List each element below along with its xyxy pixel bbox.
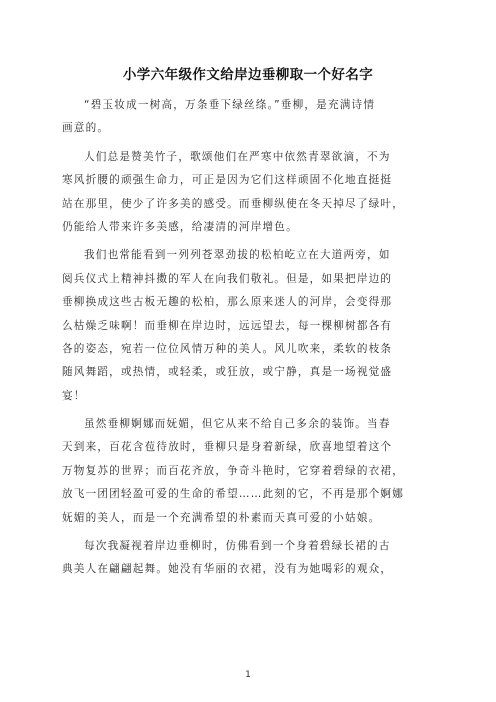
text-line: 寒风折腰的顽强生命力，可正是因为它们这样顽固不化地直挺挺	[62, 174, 393, 187]
paragraph-3	[62, 244, 436, 408]
text-line: 站在那里，使少了许多美的感受。而垂柳纵使在冬天掉尽了绿叶，	[62, 197, 405, 210]
text-line: 垂柳换成这些古板无趣的松柏，那么原来迷人的河岸，会变得那	[62, 296, 393, 309]
text-line: 虽然垂柳婀娜而妩媚，但它从来不给自己多余的装饰。当春	[84, 418, 391, 431]
text-line: 画意的。	[62, 122, 110, 135]
text-line: “碧玉妆成一树高，万条垂下绿丝绦。”垂柳，是充满诗情	[84, 99, 376, 111]
text-line: 各的姿态，宛若一位位风情万种的美人。风儿吹来，柔软的枝条	[62, 342, 393, 355]
text-line: 每次我凝视着岸边垂柳时，仿佛看到一个身着碧绿长裙的古	[84, 540, 391, 553]
document-body	[62, 94, 436, 587]
text-line: 天到来，百花含苞待放时，垂柳只是身着新绿，欣喜地望着这个	[62, 441, 393, 454]
text-line: 人们总是赞美竹子，歌颂他们在严寒中依然青翠欲滴，不为	[84, 150, 391, 163]
text-line: 么枯燥乏味啊！而垂柳在岸边时，远远望去，每一棵柳树都各有	[62, 319, 393, 332]
text-line: 放飞一团团轻盈可爱的生命的希望……此刻的它，不再是那个婀娜	[62, 488, 405, 501]
text-line: 我们也常能看到一列列苍翠劲拔的松柏屹立在大道两旁，如	[84, 249, 391, 262]
paragraph-4	[62, 413, 436, 530]
text-line: 阅兵仪式上精神抖擞的军人在向我们敬礼。但是，如果把岸边的	[62, 272, 393, 285]
paragraph-5	[62, 535, 436, 582]
text-line: 典美人在翩翩起舞。她没有华丽的衣裙，没有为她喝彩的观众，	[62, 563, 393, 576]
text-line: 仍能给人带来许多美感，给凄清的河岸增色。	[62, 220, 298, 233]
page-number: 1	[245, 670, 251, 680]
text-line: 随风舞蹈，或热情，或轻柔，或狂放，或宁静，真是一场视觉盛	[62, 366, 393, 379]
paragraph-1	[62, 94, 436, 141]
text-line: 万物复苏的世界；而百花齐放，争奇斗艳时，它穿着碧绿的衣裙，	[62, 464, 405, 477]
text-line: 宴！	[62, 389, 86, 402]
paragraph-2	[62, 146, 436, 240]
text-line: 妩媚的美人，而是一个充满希望的朴素而天真可爱的小姑娘。	[62, 511, 381, 524]
document-title: 小学六年级作文给岸边垂柳取一个好名字	[122, 67, 374, 83]
